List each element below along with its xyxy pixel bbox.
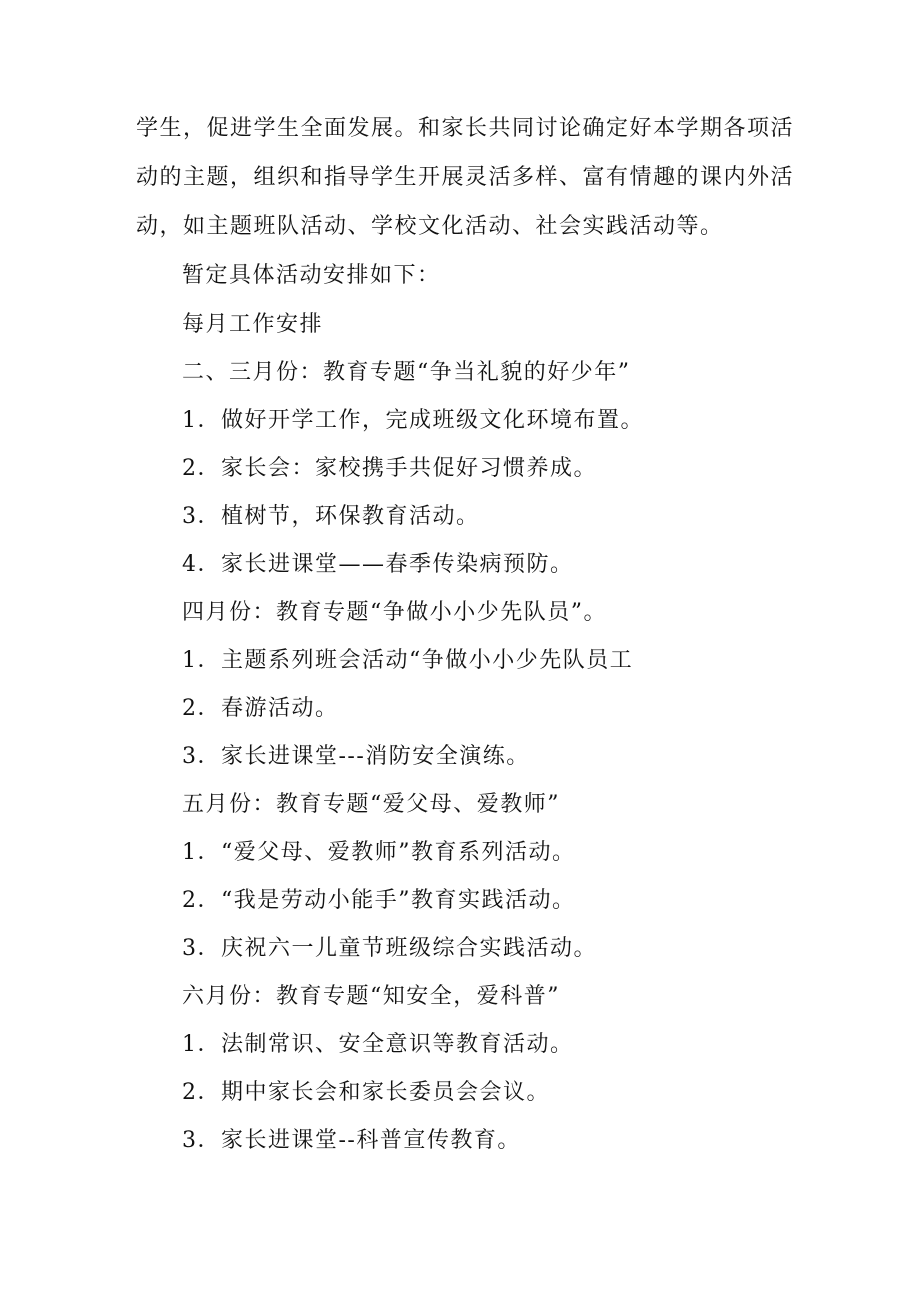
list-item: 1．做好开学工作，完成班级文化环境布置。 [182,408,644,433]
section-title: 每月工作安排 [182,312,324,337]
list-item: 3．家长进课堂--科普宣传教育。 [182,1128,521,1153]
month-heading-may: 五月份：教育专题“爱父母、爱教师” [182,792,560,817]
list-item: 2．“我是劳动小能手”教育实践活动。 [182,888,576,913]
list-item: 3．家长进课堂---消防安全演练。 [182,744,530,769]
month-heading-june: 六月份：教育专题“知安全，爱科普” [182,984,560,1009]
list-item: 2．春游活动。 [182,696,339,721]
plan-intro: 暂定具体活动安排如下： [182,263,441,288]
intro-line-1: 学生，促进学生全面发展。和家长共同讨论确定好本学期各项活 [136,116,795,141]
list-item: 4．家长进课堂——春季传染病预防。 [182,552,574,577]
list-item: 3．植树节，环保教育活动。 [182,504,480,529]
list-item: 1．“爱父母、爱教师”教育系列活动。 [182,840,576,865]
intro-line-3: 动，如主题班队活动、学校文化活动、社会实践活动等。 [136,214,724,239]
list-item: 2．家长会：家校携手共促好习惯养成。 [182,456,597,481]
list-item: 2．期中家长会和家长委员会会议。 [182,1080,550,1105]
month-heading-march: 二、三月份：教育专题“争当礼貌的好少年” [182,360,631,385]
list-item: 1．主题系列班会活动“争做小小少先队员工 [182,648,634,673]
intro-line-2: 动的主题，组织和指导学生开展灵活多样、富有情趣的课内外活 [136,165,795,190]
list-item: 3．庆祝六一儿童节班级综合实践活动。 [182,936,597,961]
month-heading-april: 四月份：教育专题“争做小小少先队员”。 [182,600,607,625]
list-item: 1．法制常识、安全意识等教育活动。 [182,1032,574,1057]
